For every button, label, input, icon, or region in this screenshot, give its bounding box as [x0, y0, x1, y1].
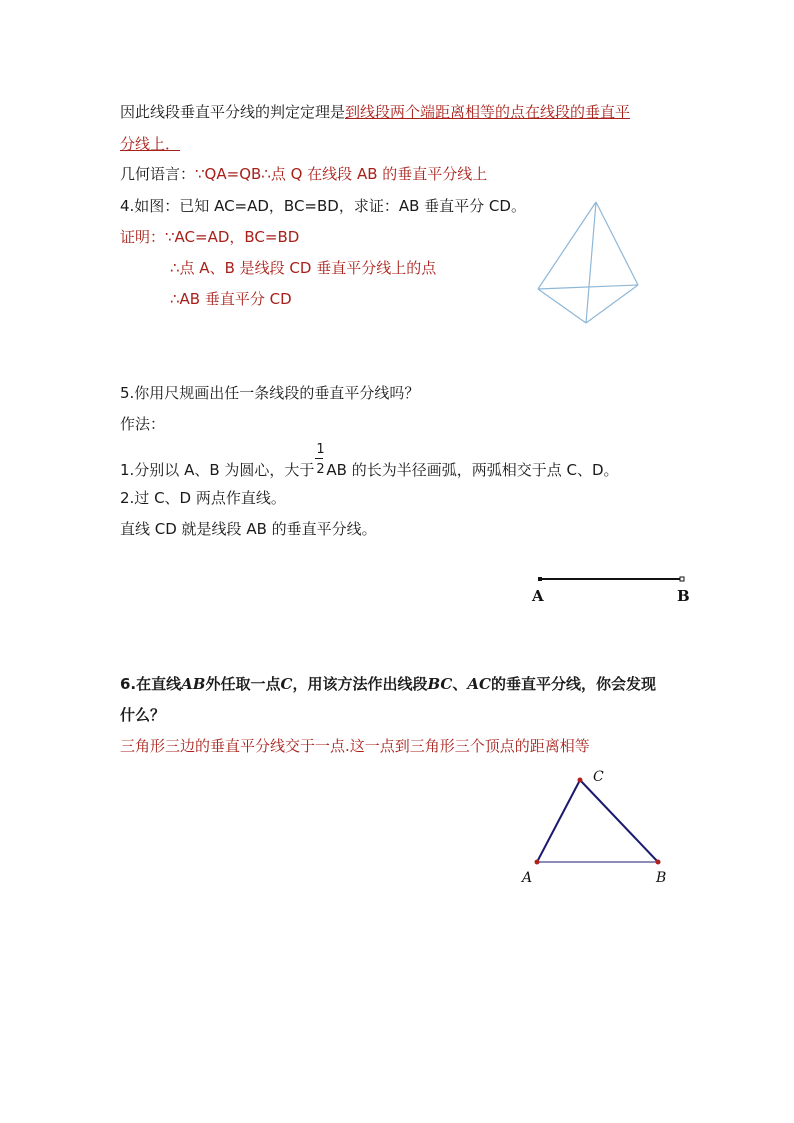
- q4-proof-line-2: ∴点 A、B 是线段 CD 垂直平分线上的点: [170, 259, 437, 277]
- kite-edge-cd: [538, 202, 596, 289]
- q6-text-4: 的垂直平分线，你会发现: [490, 675, 656, 693]
- triangle-label-b: B: [656, 870, 667, 886]
- triangle-side-ac: [537, 780, 580, 862]
- q6-c: C: [280, 675, 293, 693]
- q5-step-1-pre: 1.分别以 A、B 为圆心，大于: [120, 461, 315, 479]
- theorem-line-1: [120, 102, 630, 122]
- theorem-text-part1: 到线段两个端距离相等的点在线段的垂直平: [345, 103, 631, 121]
- q6-question-line-2: 什么？: [120, 706, 166, 724]
- vertex-b: [656, 860, 661, 865]
- vertex-c: [578, 778, 583, 783]
- theorem-line-2: [120, 134, 180, 154]
- q6-bc: BC: [427, 675, 453, 693]
- segment-label-a: A: [532, 587, 544, 605]
- q4-question: 4.如图：已知 AC=AD，BC=BD，求证：AB 垂直平分 CD。: [120, 197, 526, 215]
- q5-question: 5.你用尺规画出任一条线段的垂直平分线吗？: [120, 384, 420, 402]
- vertex-a: [535, 860, 540, 865]
- kite-edge-bottom-right: [586, 285, 638, 323]
- triangle-figure: [515, 765, 685, 890]
- kite-edge-top-right: [596, 202, 638, 285]
- kite-diagonal-horizontal: [538, 285, 638, 289]
- q6-ac: AC: [467, 675, 491, 693]
- segment-ab-figure: [528, 570, 698, 610]
- q6-ab: AB: [181, 675, 206, 693]
- fraction-numerator: 1: [316, 442, 325, 457]
- theorem-intro: 因此线段垂直平分线的判定定理是: [120, 103, 346, 121]
- q5-conclusion: 直线 CD 就是线段 AB 的垂直平分线。: [120, 520, 377, 538]
- theorem-text-part2: 分线上．: [120, 135, 181, 153]
- fraction-bar: [315, 458, 323, 459]
- geometric-language-statement: ∵QA=QB∴点 Q 在线段 AB 的垂直平分线上: [195, 165, 488, 183]
- q6-text-3: ，用该方法作出线段: [292, 675, 428, 693]
- triangle-label-c: C: [593, 769, 604, 785]
- q6-text-2: 外任取一点: [205, 675, 281, 693]
- kite-diagonal-vertical: [586, 202, 596, 323]
- q4-proof-line-1: 证明：∵AC=AD，BC=BD: [120, 228, 300, 246]
- segment-endpoint-b: [680, 577, 684, 581]
- kite-edge-bottom-left: [538, 289, 586, 323]
- q5-step-2: 2.过 C、D 两点作直线。: [120, 489, 286, 507]
- q6-sep: 、: [452, 675, 468, 693]
- geometric-language-label: 几何语言：: [120, 165, 196, 183]
- segment-label-b: B: [677, 587, 690, 605]
- q5-step-1-post: AB 的长为半径画弧，两弧相交于点 C、D。: [326, 461, 619, 479]
- triangle-label-a: A: [522, 870, 533, 886]
- segment-endpoint-a: [538, 577, 542, 581]
- q6-answer: 三角形三边的垂直平分线交于一点.这一点到三角形三个顶点的距离相等: [120, 737, 590, 755]
- fraction-denominator: 2: [316, 462, 325, 477]
- half-fraction: [314, 442, 326, 480]
- q4-proof-line-3: ∴AB 垂直平分 CD: [170, 290, 292, 308]
- triangle-side-bc: [580, 780, 658, 862]
- geometric-language-line: [120, 164, 487, 184]
- q6-text-1: 6.在直线: [120, 675, 182, 693]
- q6-question-line-1: [120, 674, 656, 694]
- q5-step-1: [120, 442, 619, 480]
- kite-figure: [530, 195, 650, 330]
- q5-method-label: 作法：: [120, 415, 166, 433]
